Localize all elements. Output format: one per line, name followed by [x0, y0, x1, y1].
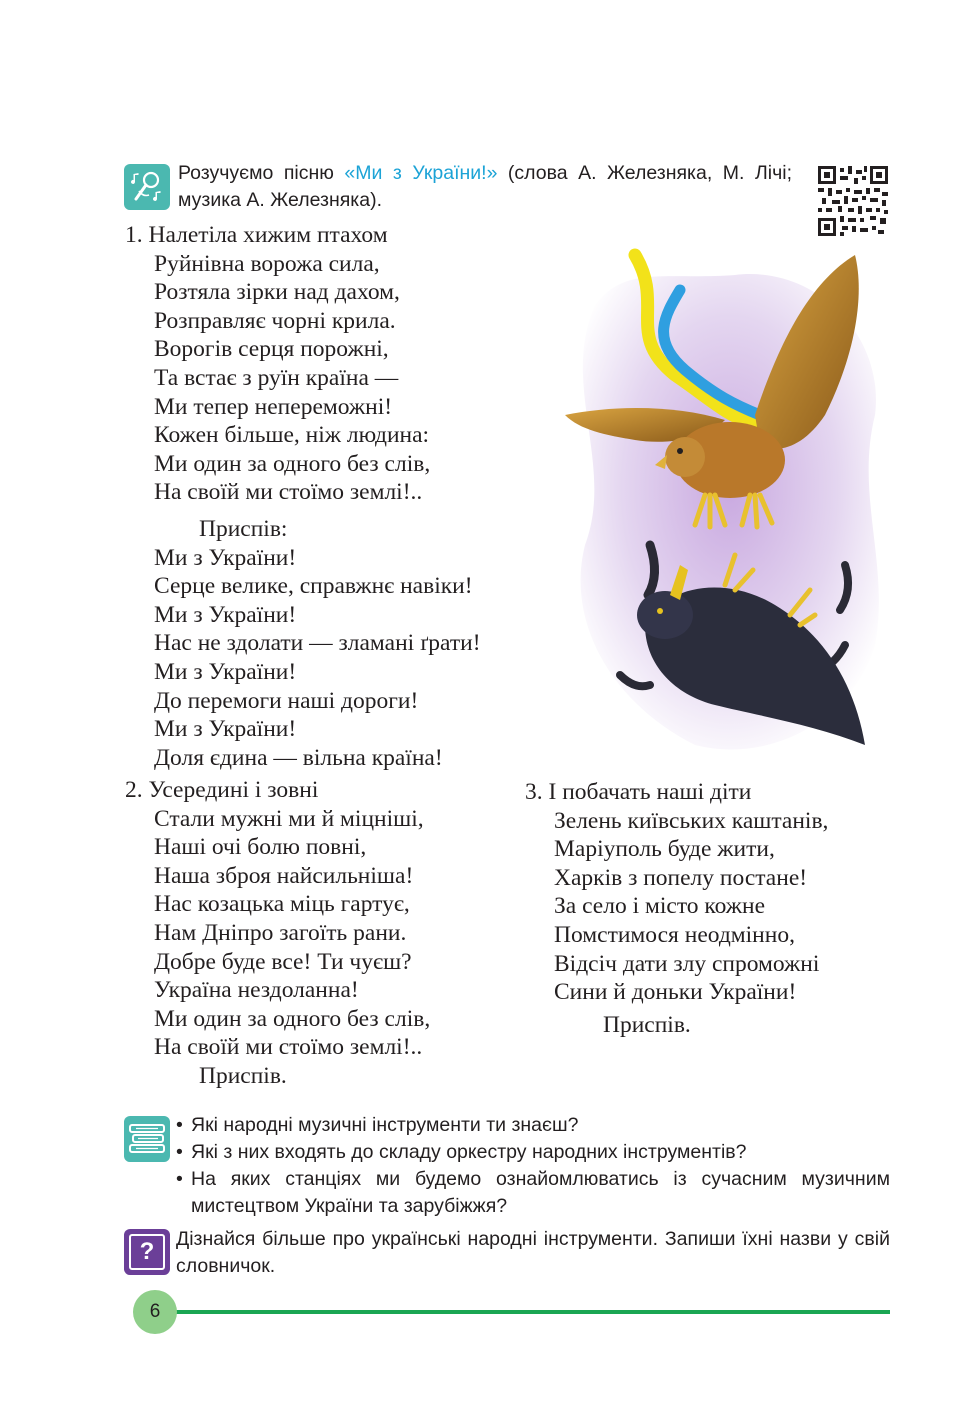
verse-line: Маріуполь буде жити, — [554, 836, 775, 863]
page-number: 6 — [133, 1290, 177, 1334]
verse-line: 1. Налетіла хижим птахом — [125, 222, 388, 248]
verse-line: Та встає з руїн країна — — [154, 364, 399, 391]
question-item: • Які з них входять до складу оркестру народних інструментів? — [176, 1139, 890, 1166]
verse-line: Стали мужні ми й міцніші, — [154, 805, 424, 832]
question-item: • На яких станціях ми будемо ознайомлюватись із сучасним музичним мистецтвом України та зарубіжжя? — [176, 1166, 890, 1220]
verse-line: Сини й доньки України! — [554, 979, 797, 1006]
questions-list — [176, 1112, 890, 1220]
verse-line: 3. І побачать наші діти — [525, 779, 752, 805]
verse-line: Помстимося неодмінно, — [554, 921, 795, 948]
qr-code[interactable] — [818, 166, 888, 236]
verse-line: Наші очі болю повні, — [154, 834, 367, 861]
verse-line: 2. Усередині і зовні — [125, 777, 319, 803]
question-item: • Які народні музичні інструменти ти знаєш? — [176, 1112, 890, 1139]
chorus-label: Приспів: — [199, 516, 288, 542]
verse-line: Добре буде все! Ти чуєш? — [154, 948, 412, 975]
chorus-line: Ми з України! — [154, 601, 297, 628]
learn-more-task: Дізнайся більше про українські народні інструменти. Запиши їхні назви у свій словничок. — [176, 1228, 890, 1277]
intro-text-start: Розучуємо пісню — [178, 162, 345, 184]
verse-line: Нам Дніпро загоїть рани. — [154, 919, 407, 946]
verse-line: Кожен більше, ніж людина: — [154, 422, 430, 449]
chorus — [125, 515, 481, 772]
chorus-line: Доля єдина — вільна країна! — [154, 744, 443, 771]
verse-line: Руйнівна ворожа сила, — [154, 250, 380, 277]
chorus-reference: Приспів. — [199, 1062, 287, 1089]
song-title-link[interactable]: «Ми з України!» — [344, 162, 498, 184]
verse-line: Зелень київських каштанів, — [554, 807, 829, 834]
chorus-line: Ми з України! — [154, 716, 297, 743]
verse-line: Ми один за одного без слів, — [154, 1005, 431, 1032]
chorus-line: До перемоги наші дороги! — [154, 687, 419, 714]
verse-line: На своїй ми стоїмо землі!.. — [154, 479, 423, 506]
verse-line: Відсіч дати злу спроможні — [554, 950, 820, 977]
verse-1 — [125, 221, 430, 507]
verse-line: Наша зброя найсильніша! — [154, 862, 414, 889]
verse-line: Нас козацька міць гартує, — [154, 891, 410, 918]
verse-line: Розправляє чорні крила. — [154, 307, 396, 334]
verse-2 — [125, 776, 430, 1091]
books-icon — [124, 1116, 170, 1162]
verse-line: Ми тепер непереможні! — [154, 393, 393, 420]
eagle-crow-illustration — [555, 245, 895, 765]
chorus-line: Ми з України! — [154, 544, 297, 571]
intro-paragraph — [178, 160, 792, 214]
verse-line: Україна нездоланна! — [154, 977, 359, 1004]
chorus-line: Серце велике, справжнє навіки! — [154, 573, 473, 600]
question-mark-icon: ? — [124, 1229, 170, 1275]
verse-line: Ворогів серця порожні, — [154, 336, 389, 363]
verse-line: Харків з попелу постане! — [554, 864, 808, 891]
chorus-reference: Приспів. — [603, 1011, 691, 1038]
chorus-line: Ми з України! — [154, 658, 297, 685]
microphone-music-icon — [124, 164, 170, 210]
footer-line — [150, 1310, 890, 1314]
verse-line: На своїй ми стоїмо землі!.. — [154, 1034, 423, 1061]
verse-line: Ми один за одного без слів, — [154, 450, 431, 477]
intro-text-end: (слова А. Железняка, М. Лічі; музика А. Железняка). — [178, 162, 792, 211]
verse-line: Розтяла зірки над дахом, — [154, 279, 400, 306]
verse-3 — [525, 778, 828, 1039]
verse-line: За село і місто кожне — [554, 893, 766, 920]
chorus-line: Нас не здолати — зламані ґрати! — [154, 630, 481, 657]
